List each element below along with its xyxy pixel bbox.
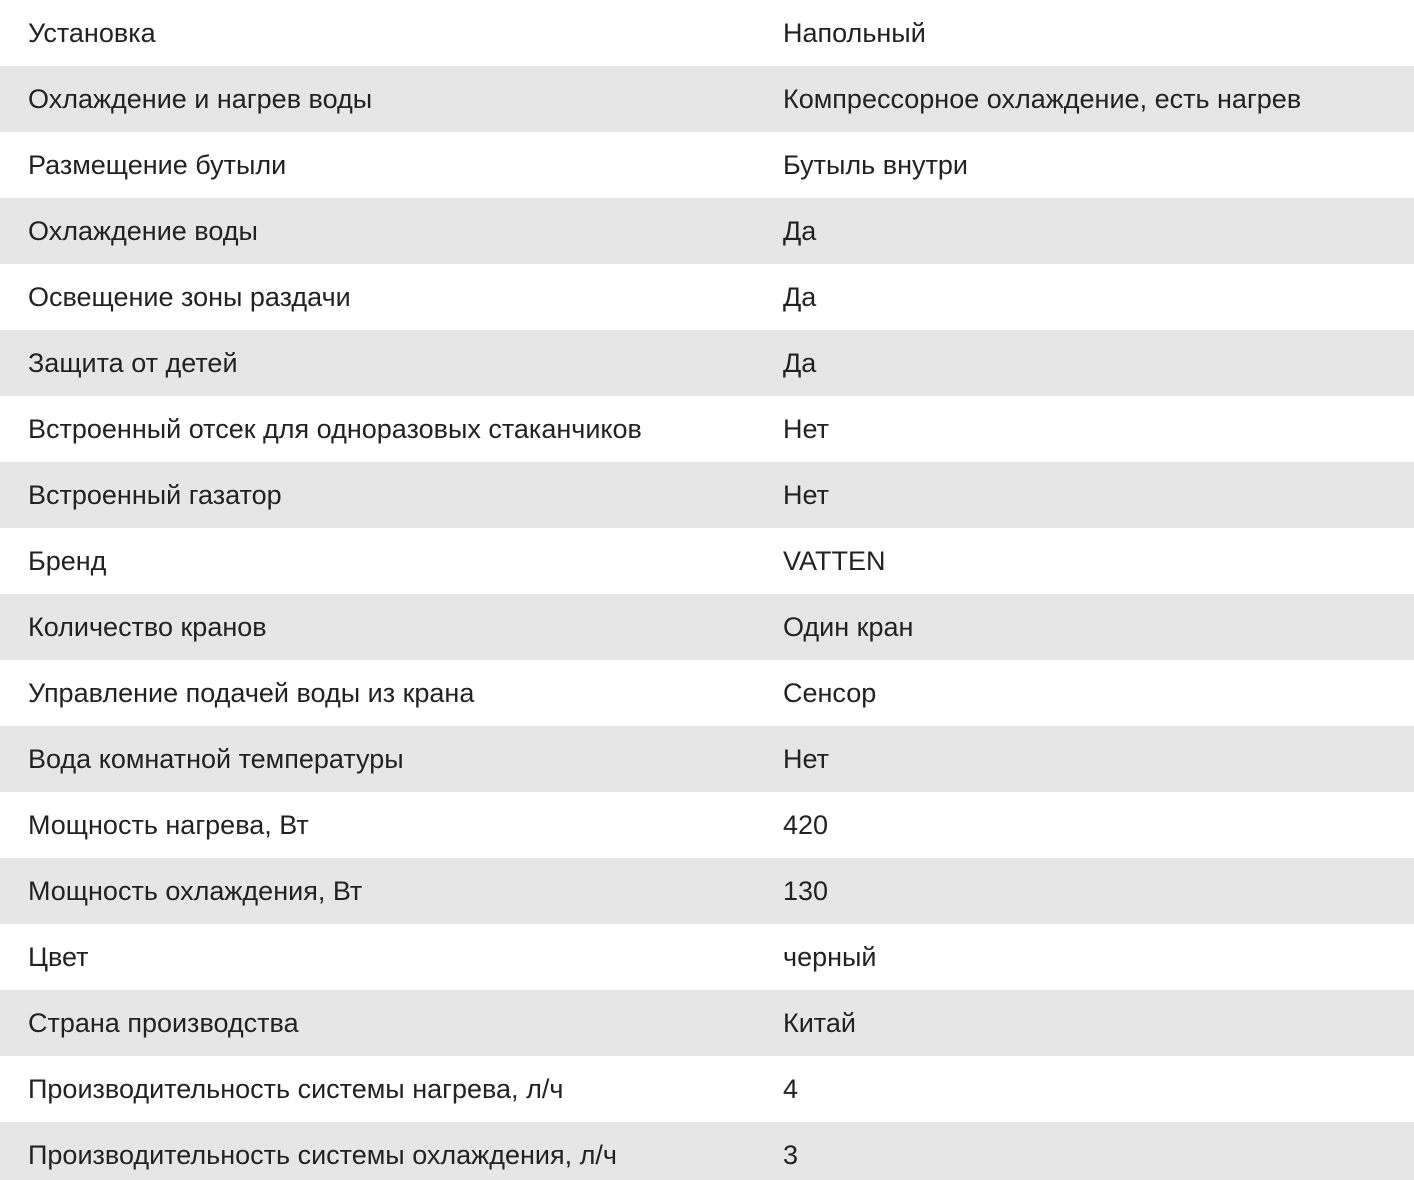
- spec-row: [0, 66, 1414, 132]
- spec-name: Вода комнатной температуры: [28, 743, 404, 774]
- spec-value: Один кран: [783, 611, 914, 642]
- spec-name: Освещение зоны раздачи: [28, 281, 351, 312]
- spec-row: [0, 1122, 1414, 1180]
- spec-value: 3: [783, 1139, 799, 1170]
- spec-value: Сенсор: [783, 677, 877, 708]
- spec-name: Охлаждение и нагрев воды: [28, 83, 373, 114]
- spec-name: Размещение бутыли: [28, 149, 287, 180]
- spec-row: [0, 528, 1414, 594]
- spec-value: 420: [783, 809, 829, 840]
- spec-name: Цвет: [28, 941, 89, 972]
- spec-name: Охлаждение воды: [28, 215, 258, 246]
- spec-value: Да: [783, 215, 817, 246]
- spec-name: Производительность системы нагрева, л/ч: [28, 1073, 564, 1104]
- spec-value: Да: [783, 281, 817, 312]
- spec-name: Производительность системы охлаждения, л/ч: [28, 1139, 617, 1170]
- spec-value: Бутыль внутри: [783, 149, 968, 180]
- spec-value: 130: [783, 875, 829, 906]
- spec-name: Мощность охлаждения, Вт: [28, 875, 363, 906]
- spec-row: [0, 594, 1414, 660]
- spec-value: черный: [783, 941, 877, 972]
- spec-value: Нет: [783, 479, 829, 510]
- spec-row: [0, 198, 1414, 264]
- spec-name: Страна производства: [28, 1007, 299, 1038]
- spec-row: [0, 792, 1414, 858]
- spec-value: Нет: [783, 743, 829, 774]
- spec-name: Бренд: [28, 545, 107, 576]
- spec-row: [0, 330, 1414, 396]
- spec-value: 4: [783, 1073, 799, 1104]
- spec-row: [0, 726, 1414, 792]
- spec-value: Китай: [783, 1007, 856, 1038]
- spec-row: [0, 924, 1414, 990]
- spec-value: Да: [783, 347, 817, 378]
- spec-name: Количество кранов: [28, 611, 267, 642]
- spec-row: [0, 858, 1414, 924]
- spec-name: Мощность нагрева, Вт: [28, 809, 309, 840]
- spec-row: [0, 462, 1414, 528]
- spec-name: Управление подачей воды из крана: [28, 677, 475, 708]
- spec-row: [0, 132, 1414, 198]
- spec-row: [0, 396, 1414, 462]
- spec-name: Встроенный газатор: [28, 479, 282, 510]
- spec-row: [0, 1056, 1414, 1122]
- spec-row: [0, 0, 1414, 66]
- spec-value: Нет: [783, 413, 829, 444]
- spec-value: VATTEN: [783, 545, 886, 576]
- spec-row: [0, 264, 1414, 330]
- spec-value: Компрессорное охлаждение, есть нагрев: [783, 83, 1302, 114]
- spec-name: Установка: [28, 17, 156, 48]
- spec-name: Защита от детей: [28, 347, 238, 378]
- spec-row: [0, 660, 1414, 726]
- spec-row: [0, 990, 1414, 1056]
- spec-name: Встроенный отсек для одноразовых стаканчиков: [28, 413, 642, 444]
- spec-value: Напольный: [783, 17, 926, 48]
